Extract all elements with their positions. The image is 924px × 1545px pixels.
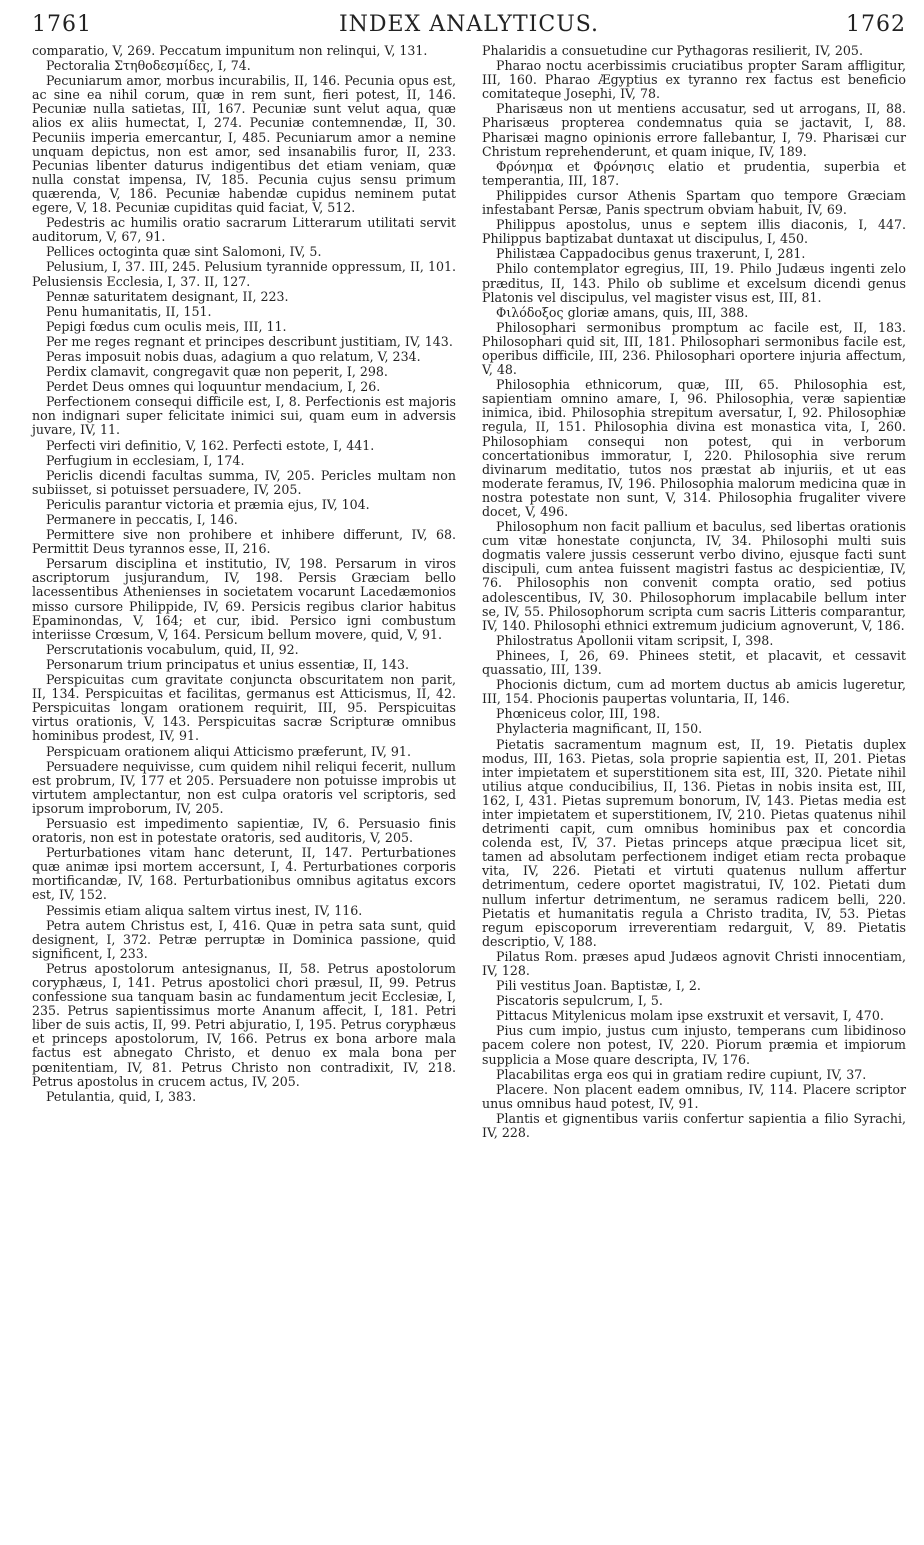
index-entry: Perfugium in ecclesiam, I, 174. — [46, 452, 245, 468]
index-entry: Φρόνημα et Φρόνησις elatio et prudentia, superbia et temperantia, III, 187. — [482, 158, 906, 188]
index-entry: comparatio, V, 269. Peccatum impunitum non relinqui, V, 131. — [32, 43, 428, 58]
index-entry: Pilatus Rom. præses apud Judæos agnovit Christi innocentiam, IV, 128. — [482, 948, 906, 978]
index-entry: Periclis dicendi facultas summa, IV, 205. Pericles multam non subiisset, si potuisset persuadere, IV, 205. — [32, 467, 456, 497]
index-entry: Pharisæus non ut mentiens accusatur, sed ut arrogans, II, 88. Pharisæus propterea condemnatus quia se jactavit, I, 88. Pharisæi magno opinionis errore fallebantur, I, 79. Pharisæi cur Christum reprehenderunt, et quam inique, IV, 189. — [482, 101, 906, 159]
index-entry: Petulantia, quid, I, 383. — [46, 1088, 197, 1104]
index-entry: Phocionis dictum, cum ad mortem ductus ab amicis lugeretur, III, 154. Phocionis paupertas voluntaria, II, 146. — [482, 677, 906, 707]
index-entry: Philosophari sermonibus promptum ac facile est, II, 183. Philosophari quid sit, III, 181. Philosophari sermonibus facile est, operibus difficile, III, 236. Philosophari oportere injuria affectum, V, 48. — [482, 319, 906, 378]
right-page-number: 1762 — [846, 12, 906, 37]
index-entry: Periculis parantur victoria et præmia ejus, IV, 104. — [46, 496, 370, 512]
index-entry: Perdet Deus omnes qui loquuntur mendacium, I, 26. — [46, 379, 381, 395]
index-entry: Personarum trium principatus et unius essentiæ, II, 143. — [46, 656, 410, 672]
index-entry: Pecuniarum amor, morbus incurabilis, II, 146. Pecunia opus est, ac sine ea nihil corum, quæ in rem sunt, fieri potest, II, 146. Pecuniæ nulla satietas, III, 167. Pecuniæ sunt velut aqua, quæ alios ex aliis humectat, I, 274. Pecuniæ contemnendæ, II, 30. Pecuniis imperia emercantur, I, 485. Pecuniarum amor a nemine unquam depictus, non est amor, sed insanabilis furor, II, 233. Pecunias libenter daturus indigentibus det etiam veniam, quæ nulla constat impensa, IV, 185. Pecunia cujus sensu primum quærenda, V, 186. Pecuniæ habendæ cupidus neminem putat egere, V, 18. Pecuniæ cupiditas quid faciat, V, 512. — [32, 73, 456, 216]
index-entry: Pessimis etiam aliqua saltem virtus inest, IV, 116. — [46, 902, 363, 918]
index-entry: Pennæ saturitatem designant, II, 223. — [46, 288, 289, 304]
index-entry: Phylacteria magnificant, II, 150. — [496, 721, 703, 737]
index-entry: Permanere in peccatis, I, 146. — [46, 512, 238, 527]
index-entry: Phœniceus color, III, 198. — [496, 706, 661, 722]
index-entry: Pius cum impio, justus cum injusto, temperans cum libidinoso pacem colere non potest, IV, 220. Piorum præmia et impiorum supplicia a Mose quare descripta, IV, 176. — [482, 1023, 906, 1067]
index-entry: Pietatis sacramentum magnum est, II, 19. Pietatis duplex modus, III, 163. Pietas, sola proprie sapientia est, II, 201. Pietas inter impietatem et superstitionem sita est, III, 320. Pietate nihil utilius atque conducibilius, II, 136. Pietas in nobis insita est, III, 162, I, 431. Pietas supremum bonorum, IV, 143. Pietas media est inter impietatem et superstitionem, IV, 210. Pietas quatenus nihil detrimenti capit, cum omnibus hominibus pax et concordia colenda est, IV, 37. Pietas princeps atque præcipua licet sit, tamen ad absolutam perfectionem indiget etiam recta probaque vita, IV, 226. Pietati et virtuti quatenus nullum affertur detrimentum, cedere oportet magistratui, IV, 102. Pietati dum nullum infertur detrimentum, ne seramus radicem belli, 220. Pietatis et humanitatis regula a Christo tradita, IV, 53. Pietas regum episcoporum irreverentiam redarguit, V, 89. Pietatis descriptio, V, 188. — [482, 736, 906, 949]
index-entry: Phinees, I, 26, 69. Phinees stetit, et placavit, et cessavit quassatio, III, 139. — [482, 647, 906, 678]
left-column — [32, 44, 456, 1141]
index-entry: Persuasio est impedimento sapientiæ, IV, 6. Persuasio finis oratoris, non est in potestate oratoris, sed auditoris, V, 205. — [32, 815, 456, 846]
index-entry: Permittere sive non prohibere et inhibere differunt, IV, 68. Permittit Deus tyrannos esse, II, 216. — [32, 527, 456, 557]
index-entry: Pellices octoginta quæ sint Salomoni, IV, 5. — [46, 244, 322, 260]
index-entry: Placabilitas erga eos qui in gratiam redire cupiunt, IV, 37. — [496, 1066, 867, 1082]
index-entry: Piscatoris sepulcrum, I, 5. — [496, 993, 663, 1009]
index-entry: Philostratus Apollonii vitam scripsit, I, 398. — [496, 632, 774, 648]
index-entry: Pili vestitus Joan. Baptistæ, I, 2. — [496, 978, 701, 994]
index-entry: Philosophia ethnicorum, quæ, III, 65. Philosophia est, sapientiam omnino amare, I, 96. Philosophia, veræ sapientiæ inimica, ibid. Philosophia strepitum aversatur, I, 92. Philosophiæ regula, II, 151. Philosophia divina est monastica vita, I, 260. Philosophiam consequi non potest, qui in verborum concertationibus immoratur, I, 220. Philosophia sive rerum divinarum meditatio, tutos nos præstat ab injuriis, et ut eas moderate feramus, IV, 196. Philosophia malorum medicina quæ in nostra potestate non sunt, V, 314. Philosophia frugaliter vivere docet, V, 496. — [482, 377, 906, 519]
index-entry: Per me reges regnant et principes describunt justitiam, IV, 143. — [46, 333, 453, 349]
index-entry: Philistæa Cappadocibus genus traxerunt, I, 281. — [496, 246, 806, 262]
index-entry: Perspicuam orationem aliqui Atticismo præferunt, IV, 91. — [46, 743, 411, 759]
index-entry: Petrus apostolorum antesignanus, II, 58. Petrus apostolorum coryphæus, I, 141. Petrus apostolici chori præsul, II, 99. Petrus confessione sua tanquam basin ac fundamentum jecit Ecclesiæ, I, 235. Petrus sapientissimus morte Ananum affecit, I, 181. Petri liber de suis actis, II, 99. Petri abjuratio, I, 195. Petrus coryphæus et princeps apostolorum, IV, 166. Petrus ex bona arbore mala factus est abnegato Christo, et denuo ex mala bona per pœnitentiam, IV, 81. Petrus Christo non contradixit, IV, 218. Petrus apostolus in crucem actus, IV, 205. — [32, 960, 456, 1089]
index-entry: Pittacus Mitylenicus molam ipse exstruxit et versavit, I, 470. — [496, 1008, 884, 1024]
index-entry: Persarum disciplina et institutio, IV, 198. Persarum in viros ascriptorum jusjurandum, IV, 198. Persis Græciam bello lacessentibus Athenienses in societatem vocarunt Lacedæmonios misso cursore Philippide, IV, 69. Persicis regibus clarior habitus Epaminondas, V, 164; et cur, ibid. Persico igni combustum interiisse Crœsum, V, 164. Persicum bellum movere, quid, V, 91. — [32, 556, 456, 642]
index-entry: Perdix clamavit, congregavit quæ non peperit, I, 298. — [46, 364, 388, 380]
index-entry: Persuadere nequivisse, cum quidem nihil reliqui fecerit, nullum est probrum, IV, 177 et 205. Persuadere non potuisse improbis ut virtutem amplectantur, non est culpa oratoris vel scriptoris, sed ipsorum improborum, IV, 205. — [32, 758, 456, 816]
index-entry: Philosophum non facit pallium et baculus, sed libertas orationis cum vitæ honestate conjuncta, IV, 34. Philosophi multi suis dogmatis valere jussis cesserunt verbo divino, ejusque facti sunt discipuli, cum antea fuissent magistri fastus ac despicientiæ, IV, 76. Philosophis non convenit compta oratio, sed potius adolescentibus, IV, 30. Philosophorum implacabile bellum inter se, IV, 55. Philosophorum scripta cum sacris Litteris comparantur, IV, 140. Philosophi ethnici extremum judicium agnoverunt, V, 186. — [482, 519, 906, 633]
index-entry: Phalaridis a consuetudine cur Pythagoras resilierit, IV, 205. — [482, 43, 863, 58]
index-entry: Peras imposuit nobis duas, adagium a quo relatum, V, 234. — [46, 348, 421, 364]
index-entry: Plantis et gignentibus variis confertur sapientia a filio Syrachi, IV, 228. — [482, 1110, 906, 1141]
index-entry: Pedestris ac humilis oratio sacrarum Litterarum utilitati servit auditorum, V, 67, 91. — [32, 215, 456, 245]
index-entry: Pectoralia Στηθοδεσμίδες, I, 74. — [46, 58, 251, 74]
index-entry: Perfectionem consequi difficile est, I, 8. Perfectionis est majoris non indignari super felicitate inimici sui, quam eum in adversis juvare, IV, 11. — [32, 394, 456, 438]
index-entry: Philippus apostolus, unus e septem illis diaconis, I, 447. Philippus baptizabat duntaxat ut discipulus, I, 450. — [482, 217, 906, 247]
index-entry: Philippides cursor Athenis Spartam quo tempore Græciam infestabant Persæ, Panis spectrum obviam habuit, IV, 69. — [482, 187, 906, 218]
index-entry: Pelusium, I, 37. III, 245. Pelusium tyrannide oppressum, II, 101. Pelusiensis Ecclesia, I, 37. II, 127. — [32, 259, 456, 289]
index-entry: Petra autem Christus est, I, 416. Quæ in petra sata sunt, quid designent, I, 372. Petræ perruptæ in Dominica passione, quid significent, I, 233. — [32, 917, 456, 961]
index-entry: Penu humanitatis, II, 151. — [46, 303, 212, 319]
index-entry: Perfecti viri definitio, V, 162. Perfecti estote, I, 441. — [46, 437, 375, 453]
left-page-number: 1761 — [32, 12, 92, 37]
index-entry: Pepigi fœdus cum oculis meis, III, 11. — [46, 318, 287, 334]
index-entry: Perturbationes vitam hanc deterunt, II, 147. Perturbationes quæ animæ ipsi mortem accersunt, I, 4. Perturbationes corporis mortificandæ, IV, 168. Perturbationibus omnibus agitatus excors est, IV, 152. — [32, 845, 456, 903]
index-columns — [32, 44, 906, 1141]
index-entry: Placere. Non placent eadem omnibus, IV, 114. Placere scriptor unus omnibus haud potest, IV, 91. — [482, 1081, 906, 1111]
page-header — [32, 6, 906, 44]
right-column — [482, 44, 906, 1141]
index-entry: Pharao noctu acerbissimis cruciatibus propter Saram affligitur, III, 160. Pharao Ægyptius ex tyranno rex factus est beneficio comitateque Josephi, IV, 78. — [482, 58, 906, 102]
running-title: INDEX ANALYTICUS. — [338, 12, 600, 37]
index-entry: Perscrutationis vocabulum, quid, II, 92. — [46, 641, 299, 657]
index-entry: Perspicuitas cum gravitate conjuncta obscuritatem non parit, II, 134. Perspicuitas et facilitas, germanus est Atticismus, II, 42. Perspicuitas longam orationem requirit, III, 95. Perspicuitas virtus orationis, V, 143. Perspicuitas sacræ Scripturæ omnibus hominibus prodest, IV, 91. — [32, 672, 456, 744]
index-entry: Philo contemplator egregius, III, 19. Philo Judæus ingenti zelo præditus, II, 143. Philo ob sublime et excelsum dicendi genus Platonis vel discipulus, vel magister visus est, III, 81. — [482, 261, 906, 305]
index-entry: Φιλόδοξος gloriæ amans, quis, III, 388. — [496, 304, 749, 320]
